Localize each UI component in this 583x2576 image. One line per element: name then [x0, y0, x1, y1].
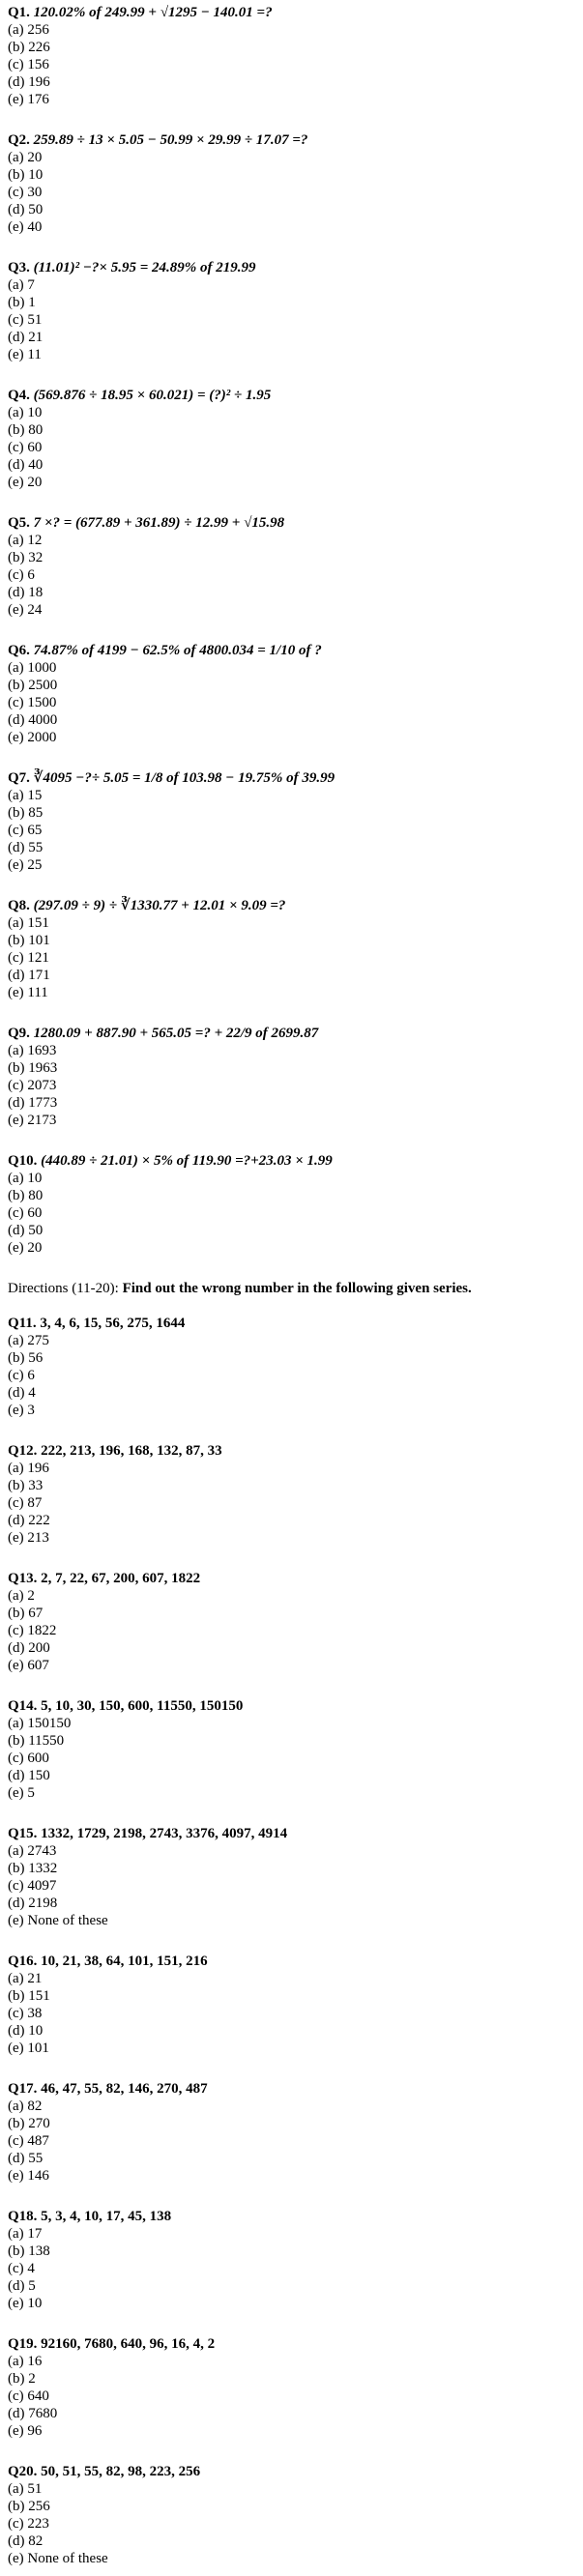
question-3: [8, 259, 575, 363]
option-b: (b) 226: [8, 40, 50, 55]
option-e: (e) 25: [8, 857, 43, 873]
option-a: (a) 12: [8, 533, 43, 548]
option-a: (a) 16: [8, 2354, 43, 2369]
option-b: (b) 151: [8, 1988, 50, 2004]
option-c: (c) 51: [8, 312, 43, 328]
option-d: (d) 222: [8, 1513, 50, 1528]
option-a: (a) 1000: [8, 660, 57, 676]
question-number: Q2.: [8, 132, 30, 148]
option-e: (e) 96: [8, 2423, 43, 2439]
option-d: (d) 150: [8, 1768, 50, 1783]
option-a: (a) 275: [8, 1333, 49, 1348]
option-d: (d) 200: [8, 1640, 50, 1656]
question-13: [8, 1570, 575, 1674]
option-a: (a) 10: [8, 405, 43, 420]
option-a: (a) 21: [8, 1971, 43, 1986]
question-text: 7 ×? = (677.89 + 361.89) ÷ 12.99 + √15.98: [33, 515, 285, 531]
option-a: (a) 196: [8, 1461, 49, 1476]
question-text: 2, 7, 22, 67, 200, 607, 1822: [41, 1571, 201, 1586]
question-text: 74.87% of 4199 − 62.5% of 4800.034 = 1/10 of ?: [33, 643, 322, 658]
question-14: [8, 1697, 575, 1802]
option-a: (a) 2743: [8, 1843, 57, 1859]
question-number: Q6.: [8, 643, 30, 658]
option-c: (c) 223: [8, 2516, 49, 2532]
option-c: (c) 4: [8, 2261, 35, 2276]
option-list: [8, 787, 575, 874]
question-11: [8, 1315, 575, 1419]
option-e: (e) 11: [8, 347, 42, 362]
option-b: (b) 1332: [8, 1861, 58, 1876]
option-b: (b) 80: [8, 422, 44, 438]
question-10: [8, 1152, 575, 1257]
question-number: Q16.: [8, 1954, 38, 1969]
option-b: (b) 2500: [8, 678, 58, 693]
question-text: 259.89 ÷ 13 × 5.05 − 50.99 × 29.99 ÷ 17.07 =?: [33, 132, 308, 148]
option-a: (a) 17: [8, 2226, 43, 2242]
question-text: (440.89 ÷ 21.01) × 5% of 119.90 =?+23.03 × 1.99: [41, 1153, 333, 1169]
option-a: (a) 1693: [8, 1043, 57, 1058]
option-b: (b) 2: [8, 2371, 36, 2387]
question-20: [8, 2463, 575, 2567]
question-number: Q3.: [8, 260, 30, 275]
question-17: [8, 2080, 575, 2185]
option-e: (e) 176: [8, 92, 49, 107]
option-c: (c) 4097: [8, 1878, 57, 1894]
question-number: Q14.: [8, 1698, 38, 1714]
question-12: [8, 1442, 575, 1547]
option-c: (c) 1822: [8, 1623, 57, 1638]
question-text: 92160, 7680, 640, 96, 16, 4, 2: [41, 2336, 216, 2352]
question-number: Q8.: [8, 898, 30, 913]
option-b: (b) 101: [8, 933, 50, 948]
option-a: (a) 10: [8, 1171, 43, 1186]
question-number: Q11.: [8, 1316, 37, 1331]
option-b: (b) 270: [8, 2116, 50, 2131]
option-c: (c) 65: [8, 823, 43, 838]
question-text: 46, 47, 55, 82, 146, 270, 487: [41, 2081, 208, 2097]
option-b: (b) 33: [8, 1478, 44, 1493]
option-list: [8, 404, 575, 491]
option-b: (b) 67: [8, 1606, 44, 1621]
option-e: (e) 101: [8, 2041, 49, 2056]
question-text: 5, 3, 4, 10, 17, 45, 138: [41, 2209, 172, 2224]
option-b: (b) 85: [8, 805, 44, 821]
option-b: (b) 80: [8, 1188, 44, 1203]
option-c: (c) 60: [8, 440, 43, 455]
option-d: (d) 5: [8, 2278, 36, 2294]
question-6: [8, 642, 575, 746]
option-c: (c) 1500: [8, 695, 57, 710]
option-e: (e) 111: [8, 985, 48, 1000]
option-e: (e) None of these: [8, 1913, 108, 1928]
question-text: (569.876 ÷ 18.95 × 60.021) = (?)² ÷ 1.95: [33, 388, 272, 403]
question-4: [8, 387, 575, 491]
question-1: [8, 4, 575, 108]
question-text: (297.09 ÷ 9) ÷ ∛1330.77 + 12.01 × 9.09 =?: [33, 898, 286, 913]
option-e: (e) None of these: [8, 2551, 108, 2566]
option-list: [8, 1042, 575, 1129]
option-e: (e) 20: [8, 1240, 43, 1256]
option-list: [8, 914, 575, 1001]
question-text: 1332, 1729, 2198, 2743, 3376, 4097, 4914: [41, 1826, 288, 1841]
option-list: [8, 276, 575, 363]
option-c: (c) 87: [8, 1495, 43, 1511]
option-b: (b) 256: [8, 2499, 50, 2514]
question-number: Q4.: [8, 388, 30, 403]
option-e: (e) 607: [8, 1658, 49, 1673]
option-list: [8, 2098, 575, 2185]
question-19: [8, 2335, 575, 2440]
option-d: (d) 55: [8, 2151, 44, 2166]
option-list: [8, 2353, 575, 2440]
option-a: (a) 256: [8, 22, 49, 38]
question-8: [8, 897, 575, 1001]
option-d: (d) 7680: [8, 2406, 58, 2421]
option-a: (a) 150150: [8, 1716, 72, 1731]
option-b: (b) 1: [8, 295, 36, 310]
option-e: (e) 3: [8, 1403, 35, 1418]
question-number: Q20.: [8, 2464, 38, 2479]
option-d: (d) 196: [8, 74, 50, 90]
option-c: (c) 6: [8, 567, 35, 583]
option-b: (b) 11550: [8, 1733, 65, 1749]
option-e: (e) 24: [8, 602, 43, 618]
option-a: (a) 82: [8, 2098, 43, 2114]
question-7: [8, 769, 575, 874]
question-number: Q13.: [8, 1571, 38, 1586]
option-d: (d) 18: [8, 585, 44, 600]
option-d: (d) 10: [8, 2023, 44, 2039]
option-list: [8, 21, 575, 108]
option-list: [8, 1332, 575, 1419]
question-text: 10, 21, 38, 64, 101, 151, 216: [41, 1954, 208, 1969]
option-a: (a) 2: [8, 1588, 35, 1604]
option-d: (d) 4: [8, 1385, 36, 1401]
question-5: [8, 514, 575, 619]
question-number: Q1.: [8, 5, 30, 20]
option-list: [8, 659, 575, 746]
option-c: (c) 640: [8, 2388, 49, 2404]
option-d: (d) 4000: [8, 712, 58, 728]
option-d: (d) 171: [8, 968, 50, 983]
option-d: (d) 55: [8, 840, 44, 855]
option-d: (d) 82: [8, 2533, 44, 2549]
option-list: [8, 1970, 575, 2057]
question-16: [8, 1953, 575, 2057]
question-18: [8, 2208, 575, 2312]
option-e: (e) 2000: [8, 730, 57, 745]
option-c: (c) 156: [8, 57, 49, 72]
option-list: [8, 2225, 575, 2312]
option-b: (b) 56: [8, 1350, 44, 1366]
question-text: 1280.09 + 887.90 + 565.05 =? + 22/9 of 2699.87: [33, 1026, 319, 1041]
option-b: (b) 32: [8, 550, 44, 565]
question-number: Q12.: [8, 1443, 38, 1459]
option-e: (e) 5: [8, 1785, 35, 1801]
directions-text: [8, 1280, 575, 1297]
question-number: Q10.: [8, 1153, 38, 1169]
option-e: (e) 40: [8, 219, 43, 235]
directions-instruction: Find out the wrong number in the following given series.: [122, 1281, 472, 1296]
question-2: [8, 131, 575, 236]
option-c: (c) 30: [8, 185, 43, 200]
option-c: (c) 38: [8, 2006, 43, 2021]
option-d: (d) 50: [8, 1223, 44, 1238]
option-list: [8, 532, 575, 619]
option-e: (e) 146: [8, 2168, 49, 2184]
option-c: (c) 600: [8, 1751, 49, 1766]
option-list: [8, 1460, 575, 1547]
option-e: (e) 20: [8, 475, 43, 490]
question-text: ∛4095 −?÷ 5.05 = 1/8 of 103.98 − 19.75% of 39.99: [33, 770, 335, 786]
option-list: [8, 1715, 575, 1802]
question-text: 5, 10, 30, 150, 600, 11550, 150150: [41, 1698, 244, 1714]
option-a: (a) 51: [8, 2481, 43, 2497]
option-list: [8, 1170, 575, 1257]
option-a: (a) 151: [8, 915, 49, 931]
option-list: [8, 2480, 575, 2567]
option-c: (c) 487: [8, 2133, 49, 2149]
question-number: Q15.: [8, 1826, 38, 1841]
option-d: (d) 2198: [8, 1896, 58, 1911]
option-e: (e) 213: [8, 1530, 49, 1546]
question-text: (11.01)² −?× 5.95 = 24.89% of 219.99: [33, 260, 256, 275]
option-a: (a) 15: [8, 788, 43, 803]
option-c: (c) 121: [8, 950, 49, 966]
option-a: (a) 7: [8, 277, 35, 293]
option-list: [8, 1587, 575, 1674]
option-b: (b) 138: [8, 2243, 50, 2259]
question-number: Q7.: [8, 770, 30, 786]
option-c: (c) 6: [8, 1368, 35, 1383]
question-number: Q18.: [8, 2209, 38, 2224]
option-e: (e) 2173: [8, 1113, 57, 1128]
question-text: 222, 213, 196, 168, 132, 87, 33: [41, 1443, 222, 1459]
question-text: 50, 51, 55, 82, 98, 223, 256: [41, 2464, 201, 2479]
directions-label: Directions (11-20):: [8, 1281, 119, 1296]
question-number: Q5.: [8, 515, 30, 531]
option-e: (e) 10: [8, 2296, 43, 2311]
option-d: (d) 1773: [8, 1095, 58, 1111]
question-9: [8, 1025, 575, 1129]
option-a: (a) 20: [8, 150, 43, 165]
option-c: (c) 2073: [8, 1078, 57, 1093]
option-b: (b) 10: [8, 167, 44, 183]
question-number: Q17.: [8, 2081, 38, 2097]
option-d: (d) 40: [8, 457, 44, 473]
question-text: 3, 4, 6, 15, 56, 275, 1644: [40, 1316, 186, 1331]
question-15: [8, 1825, 575, 1929]
question-text: 120.02% of 249.99 + √1295 − 140.01 =?: [33, 5, 273, 20]
question-number: Q9.: [8, 1026, 30, 1041]
question-number: Q19.: [8, 2336, 38, 2352]
option-c: (c) 60: [8, 1205, 43, 1221]
option-list: [8, 1842, 575, 1929]
option-b: (b) 1963: [8, 1060, 58, 1076]
option-list: [8, 149, 575, 236]
option-d: (d) 21: [8, 330, 44, 345]
option-d: (d) 50: [8, 202, 44, 217]
